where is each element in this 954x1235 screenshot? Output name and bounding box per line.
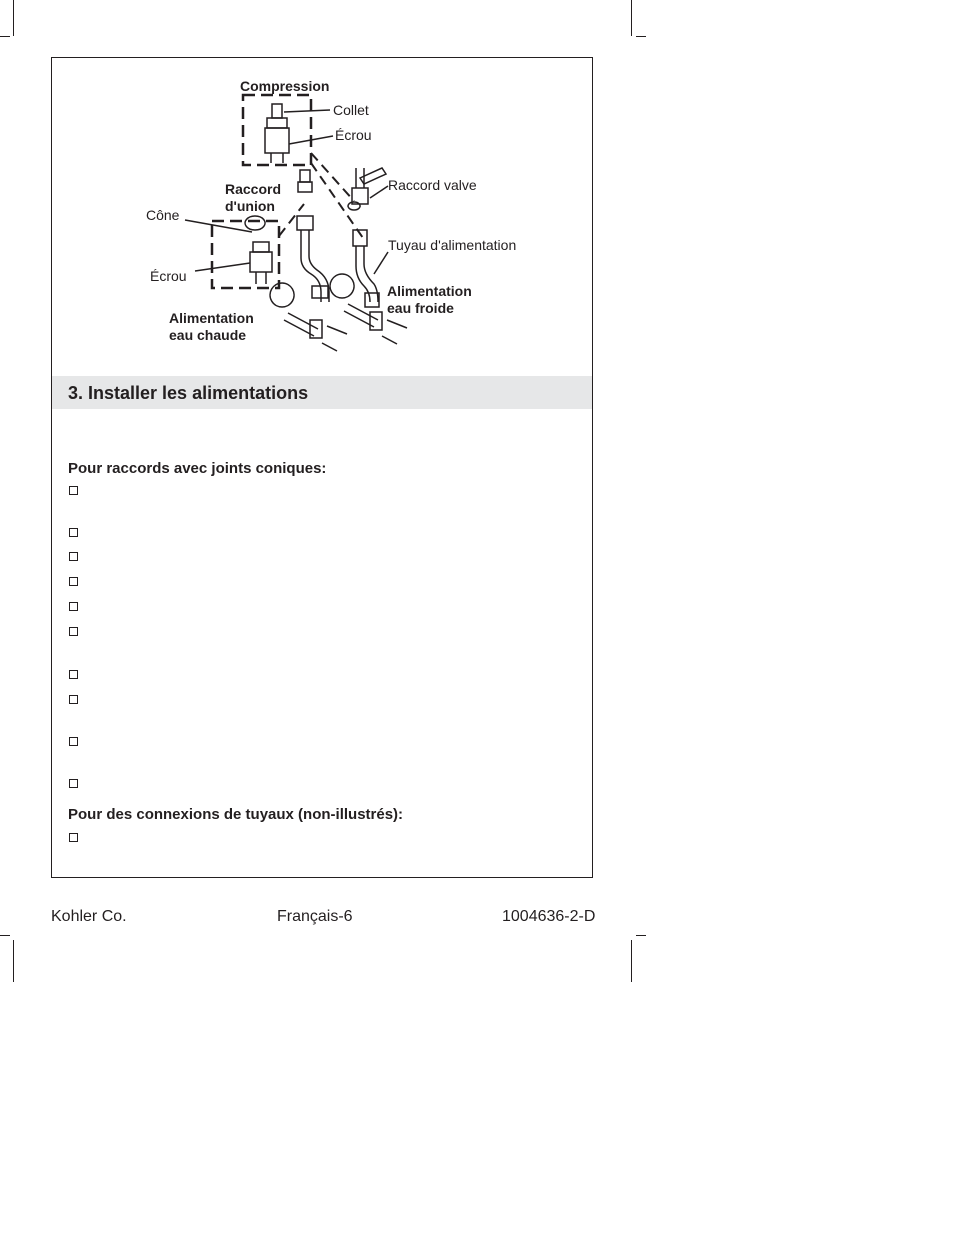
section-title: 3. Installer les alimentations (68, 383, 309, 403)
crop-mark (636, 36, 646, 37)
cold-supply-label-2: eau froide (387, 300, 454, 316)
tuyau-label: Tuyau d'alimentation (388, 237, 517, 253)
crop-mark (636, 935, 646, 936)
crop-mark (13, 940, 14, 982)
checkbox[interactable] (69, 737, 78, 746)
checkbox[interactable] (69, 695, 78, 704)
hot-supply-label-1: Alimentation (169, 310, 254, 326)
compression-label: Compression (240, 78, 330, 94)
content-frame (51, 57, 593, 878)
crop-mark (631, 940, 632, 982)
supply-diagram (52, 58, 592, 376)
collet-label: Collet (333, 102, 369, 118)
cold-supply-label-1: Alimentation (387, 283, 472, 299)
crop-mark (631, 0, 632, 36)
subheading-tapered: Pour raccords avec joints coniques: (68, 460, 327, 477)
crop-mark (0, 935, 10, 936)
ecrou-top-label: Écrou (335, 127, 372, 143)
checkbox[interactable] (69, 779, 78, 788)
raccord-valve-label: Raccord valve (388, 177, 477, 193)
checkbox[interactable] (69, 627, 78, 636)
crop-mark (0, 36, 10, 37)
checkbox[interactable] (69, 833, 78, 842)
crop-mark (13, 0, 14, 36)
checkbox[interactable] (69, 528, 78, 537)
raccord-union-label-2: d'union (225, 198, 275, 214)
section-header (52, 376, 592, 409)
supply-illustration (52, 58, 592, 376)
footer-doc-number: 1004636-2-D (502, 908, 596, 925)
checkbox[interactable] (69, 552, 78, 561)
checkbox[interactable] (69, 602, 78, 611)
subheading-pipe: Pour des connexions de tuyaux (non-illustrés): (68, 806, 404, 823)
raccord-union-label-1: Raccord (225, 181, 282, 197)
footer-page: Français-6 (277, 908, 353, 925)
hot-supply-label-2: eau chaude (169, 327, 247, 343)
cone-label: Cône (146, 207, 180, 223)
checkbox[interactable] (69, 670, 78, 679)
checkbox[interactable] (69, 486, 78, 495)
ecrou-left-label: Écrou (150, 268, 187, 284)
checkbox[interactable] (69, 577, 78, 586)
footer-company: Kohler Co. (51, 908, 127, 925)
